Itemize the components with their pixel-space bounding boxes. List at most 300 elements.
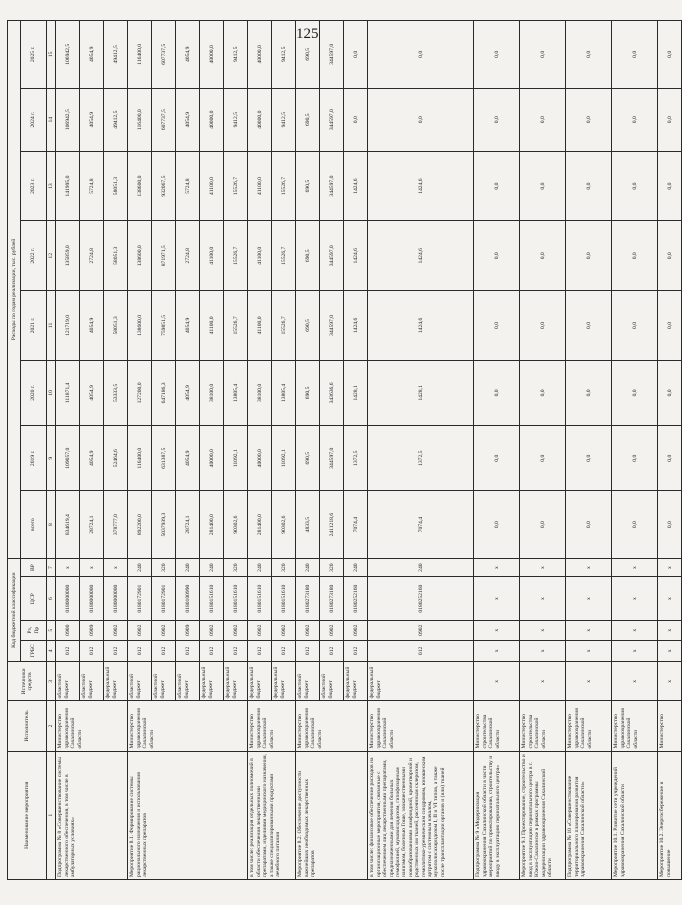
csr-code: x: [566, 577, 612, 621]
year-value: 52464,6: [104, 426, 128, 491]
year-value: 1424,6: [368, 221, 474, 291]
grbs-code: 012: [80, 640, 104, 662]
year-value: 15526,7: [272, 221, 296, 291]
executor: Министерство здравоохранения Сахалинской области: [612, 701, 658, 751]
activity-name: Мероприятие 9.1 Проектирование, строительство и ввод в эксплуатацию перинатального центра в г. Южно-Сахалинске в рамках программы модернизации здравоохранения Сахалинской области: [520, 751, 566, 879]
year-value: 135859,0: [56, 221, 80, 291]
year-value: 0,0: [520, 426, 566, 491]
grbs-code: 012: [128, 640, 152, 662]
funding-source: x: [566, 662, 612, 701]
total-value: 28724,1: [176, 491, 200, 558]
table-row: [296, 21, 320, 880]
year-value: 15526,7: [224, 221, 248, 291]
year-value: 127200,0: [128, 360, 152, 425]
year-value: 0,0: [612, 426, 658, 491]
total-value: 0,0: [566, 491, 612, 558]
table-body: [56, 21, 682, 880]
budget-table: [7, 20, 682, 880]
header-code-group: Код бюджетной классификации: [8, 558, 21, 661]
table-row: [474, 21, 520, 880]
column-number: 12: [47, 221, 56, 291]
activity-name: Подпрограмма № 8 «Совершенствование системы лекарственного обеспечения, в том числе в амбулаторных условиях»: [56, 751, 128, 879]
grbs-code: x: [520, 640, 566, 662]
funding-source: федеральный бюджет: [248, 662, 272, 701]
year-value: 4054,9: [80, 88, 104, 151]
csr-code: x: [612, 577, 658, 621]
year-value: 111871,4: [56, 360, 80, 425]
year-value: 40000,0: [200, 426, 224, 491]
csr-code: 0180000000: [56, 577, 80, 621]
rzpr-code: x: [566, 620, 612, 640]
year-value: 9412,5: [224, 21, 248, 89]
year-value: 41100,0: [248, 221, 272, 291]
total-value: 0,0: [520, 491, 566, 558]
year-value: 40000,0: [248, 426, 272, 491]
vr-code: 320: [152, 558, 176, 577]
rzpr-code: 0902: [272, 620, 296, 640]
rzpr-code: 0902: [248, 620, 272, 640]
grbs-code: 012: [104, 640, 128, 662]
funding-source: областной бюджет: [152, 662, 176, 701]
funding-source: федеральный бюджет: [200, 662, 224, 701]
vr-code: x: [104, 558, 128, 577]
year-value: 4054,9: [176, 426, 200, 491]
year-value: 607737,5: [152, 21, 176, 89]
year-value: 58051,3: [104, 291, 128, 361]
executor: Министерство: [658, 701, 682, 751]
year-value: 0,0: [612, 88, 658, 151]
year-value: 0,0: [658, 221, 682, 291]
column-number: 2: [47, 701, 56, 751]
total-value: 378777,0: [104, 491, 128, 558]
year-value: 15526,7: [224, 291, 248, 361]
rzpr-code: 0902: [368, 620, 474, 640]
year-value: 0,0: [566, 21, 612, 89]
funding-source: x: [658, 662, 682, 701]
year-value: 138600,0: [128, 291, 152, 361]
activity-name: в том числе: реализация отдельных полномочий в области обеспечения лекарственными препаратами, изделиями медицинского назначения, а также специализированными продуктами лечебного питания: [248, 751, 296, 879]
year-value: 116400,0: [128, 88, 152, 151]
rzpr-code: 0902: [200, 620, 224, 640]
activity-name: Подпрограмма № 10 «Совершенствование территориального планирования развития здравоохранения Сахалинской области»: [566, 751, 612, 879]
grbs-code: 012: [176, 640, 200, 662]
header-year: 2023 г.: [21, 151, 47, 221]
total-value: 90302,6: [272, 491, 296, 558]
csr-code: 0180151610: [248, 577, 272, 621]
column-number: 6: [47, 577, 56, 621]
executor: Министерство строительства Сахалинской области: [520, 701, 566, 751]
year-value: 871971,5: [152, 221, 176, 291]
year-value: 0,0: [474, 88, 520, 151]
csr-code: 0180151610: [224, 577, 248, 621]
year-value: 0,0: [612, 221, 658, 291]
column-number: 14: [47, 88, 56, 151]
funding-source: областной бюджет: [56, 662, 80, 701]
year-value: 2724,8: [80, 221, 104, 291]
grbs-code: x: [566, 640, 612, 662]
vr-code: 240: [176, 558, 200, 577]
csr-code: 0180252160: [368, 577, 474, 621]
funding-source: областной бюджет: [296, 662, 320, 701]
csr-code: 0180252160: [344, 577, 368, 621]
executor: Министерство здравоохранения Сахалинской области: [566, 701, 612, 751]
table-row: [566, 21, 612, 880]
vr-code: 240: [296, 558, 320, 577]
activity-name: в том числе: финансовое обеспечение расходов на организационные мероприятия, связанные с обеспечением лиц лекарственными препаратами, предназначенными для лечения больных гемофилией, муковисцидозом, гипофизарным нанизмом, болезнью Гоше, злокачественными новообразованиями лимфоидной, кроветворной и родственных им тканей, рассеянным склерозом, гемолитико-уремическим синдромом, юношеским артритом с системным началом, мукополисахаридозом I, II и VI типов, а также после трансплантации органов и (или) тканей: [368, 751, 474, 879]
year-value: 0,0: [658, 291, 682, 361]
funding-source: федеральный бюджет: [272, 662, 296, 701]
funding-source: федеральный бюджет: [224, 662, 248, 701]
table-row: [128, 21, 152, 880]
year-value: 121719,0: [56, 291, 80, 361]
year-value: 15526,7: [272, 291, 296, 361]
funding-source: x: [474, 662, 520, 701]
rzpr-code: 0900: [56, 620, 80, 640]
column-number: 13: [47, 151, 56, 221]
year-value: 607737,5: [152, 88, 176, 151]
year-value: 0,0: [368, 21, 474, 89]
vr-code: 320: [320, 558, 344, 577]
rzpr-code: x: [474, 620, 520, 640]
year-value: 0,0: [520, 360, 566, 425]
grbs-code: 012: [344, 640, 368, 662]
table-row: [658, 21, 682, 880]
column-number: 9: [47, 426, 56, 491]
csr-code: 0180000000: [104, 577, 128, 621]
total-value: 281400,0: [248, 491, 272, 558]
year-value: 15526,7: [272, 151, 296, 221]
year-value: 344597,0: [320, 151, 344, 221]
year-value: 0,0: [368, 88, 474, 151]
year-value: 0,0: [658, 426, 682, 491]
funding-source: федеральный бюджет: [104, 662, 128, 701]
year-value: 690,5: [296, 21, 320, 89]
rzpr-code: x: [658, 620, 682, 640]
year-value: 106942,5: [56, 88, 80, 151]
funding-source: федеральный бюджет: [368, 662, 474, 701]
year-value: 4054,9: [176, 21, 200, 89]
year-value: 690,5: [296, 426, 320, 491]
vr-code: x: [612, 558, 658, 577]
activity-name: Мероприятие 8.1. Формирование системы рационального назначения и использования лекарственных препаратов: [128, 751, 248, 879]
year-value: 0,0: [566, 291, 612, 361]
year-value: 1424,6: [368, 291, 474, 361]
year-value: 631387,5: [152, 426, 176, 491]
csr-code: x: [658, 577, 682, 621]
year-value: 0,0: [474, 151, 520, 221]
table-row: [368, 21, 474, 880]
year-value: 690,5: [296, 88, 320, 151]
year-value: 343636,6: [320, 360, 344, 425]
year-value: 0,0: [474, 221, 520, 291]
rzpr-code: x: [612, 620, 658, 640]
year-value: 0,0: [612, 291, 658, 361]
csr-code: 0180273180: [296, 577, 320, 621]
activity-name: Мероприятие 10.1. Развитие сети учреждений здравоохранения Сахалинской области: [612, 751, 658, 879]
column-number: 10: [47, 360, 56, 425]
header-year: 2020 г.: [21, 360, 47, 425]
header-year: 2019 г.: [21, 426, 47, 491]
column-number: 4: [47, 640, 56, 662]
funding-source: федеральный бюджет: [344, 662, 368, 701]
header-year: 2022 г.: [21, 221, 47, 291]
vr-code: x: [658, 558, 682, 577]
header-csr: ЦСР: [21, 577, 47, 621]
csr-code: 0180172901: [152, 577, 176, 621]
year-value: 344597,0: [320, 221, 344, 291]
year-value: 2724,8: [176, 221, 200, 291]
year-value: 0,0: [474, 291, 520, 361]
activity-name: Подпрограмма № 9 «Модернизация здравоохранения Сахалинской области в части мероприятий по проектированию, строительству и вводу в эксплуатацию перинатального центра»: [474, 751, 520, 879]
year-value: 58051,3: [104, 151, 128, 221]
table-row: [248, 21, 272, 880]
year-value: 13805,4: [272, 360, 296, 425]
year-value: 1372,5: [344, 426, 368, 491]
rzpr-code: 0902: [224, 620, 248, 640]
grbs-code: x: [612, 640, 658, 662]
year-value: 1424,6: [344, 221, 368, 291]
year-value: 138600,0: [128, 151, 152, 221]
rotated-table-area: [7, 20, 673, 880]
total-value: 0,0: [612, 491, 658, 558]
grbs-code: 012: [200, 640, 224, 662]
year-value: 690,5: [296, 291, 320, 361]
year-value: 9412,5: [272, 88, 296, 151]
year-value: 49412,5: [104, 21, 128, 89]
rzpr-code: 0902: [128, 620, 152, 640]
csr-code: 0180000000: [80, 577, 104, 621]
year-value: 344597,0: [320, 88, 344, 151]
year-value: 0,0: [612, 151, 658, 221]
grbs-code: 012: [368, 640, 474, 662]
csr-code: x: [474, 577, 520, 621]
grbs-code: x: [658, 640, 682, 662]
rzpr-code: 0902: [296, 620, 320, 640]
header-name: Наименование мероприятия: [8, 751, 47, 879]
table-row: [612, 21, 658, 880]
year-value: 41100,0: [248, 151, 272, 221]
total-value: 7074,4: [368, 491, 474, 558]
year-value: 344597,0: [320, 426, 344, 491]
year-value: 106942,5: [56, 21, 80, 89]
total-value: 5037939,3: [152, 491, 176, 558]
year-value: 4054,9: [176, 360, 200, 425]
year-value: 1428,1: [344, 360, 368, 425]
vr-code: 240: [368, 558, 474, 577]
year-value: 0,0: [658, 360, 682, 425]
year-value: 0,0: [566, 360, 612, 425]
header-exec: Исполнитель: [8, 701, 47, 751]
year-value: 0,0: [474, 426, 520, 491]
vr-code: x: [80, 558, 104, 577]
grbs-code: 012: [272, 640, 296, 662]
year-value: 0,0: [344, 88, 368, 151]
year-value: 344597,0: [320, 21, 344, 89]
activity-name: Мероприятие 10.2. Энергосбережение и повышение: [658, 751, 682, 879]
vr-code: 320: [272, 558, 296, 577]
grbs-code: x: [474, 640, 520, 662]
year-value: 647186,3: [152, 360, 176, 425]
vr-code: x: [56, 558, 80, 577]
executor: Министерство здравоохранения Сахалинской области: [248, 701, 296, 751]
total-value: 0,0: [658, 491, 682, 558]
header-spend-group: Расходы по годам реализации, тыс. рублей: [8, 21, 21, 559]
column-number: 8: [47, 491, 56, 558]
vr-code: 240: [344, 558, 368, 577]
rzpr-code: 0902: [104, 620, 128, 640]
year-value: 11092,1: [272, 426, 296, 491]
total-value: 0,0: [474, 491, 520, 558]
year-value: 58051,3: [104, 221, 128, 291]
year-value: 0,0: [658, 151, 682, 221]
year-value: 15526,7: [224, 151, 248, 221]
csr-code: 0180100990: [176, 577, 200, 621]
year-value: 0,0: [612, 360, 658, 425]
year-value: 9412,5: [224, 88, 248, 151]
year-value: 0,0: [474, 21, 520, 89]
total-value: 28724,1: [80, 491, 104, 558]
header-source: Источники средств: [8, 662, 47, 701]
column-number: 7: [47, 558, 56, 577]
year-value: 4054,9: [80, 360, 104, 425]
executor: Министерство здравоохранения Сахалинской области: [56, 701, 128, 751]
header-total: всего: [21, 491, 47, 558]
page-number: 125: [296, 26, 319, 42]
year-value: 38100,0: [200, 360, 224, 425]
csr-code: 0180151610: [200, 577, 224, 621]
year-value: 0,0: [520, 88, 566, 151]
year-value: 49412,5: [104, 88, 128, 151]
column-number: 15: [47, 21, 56, 89]
grbs-code: 012: [56, 640, 80, 662]
rzpr-code: 0909: [176, 620, 200, 640]
year-value: 0,0: [658, 21, 682, 89]
rzpr-code: 0909: [80, 620, 104, 640]
year-value: 9412,5: [272, 21, 296, 89]
csr-code: 0180151610: [272, 577, 296, 621]
year-value: 40000,0: [248, 88, 272, 151]
year-value: 38100,0: [248, 360, 272, 425]
vr-code: 240: [248, 558, 272, 577]
year-value: 932067,5: [152, 151, 176, 221]
vr-code: x: [474, 558, 520, 577]
header-vr: ВР: [21, 558, 47, 577]
rzpr-code: 0902: [344, 620, 368, 640]
funding-source: областной бюджет: [320, 662, 344, 701]
funding-source: x: [520, 662, 566, 701]
year-value: 4054,9: [80, 291, 104, 361]
year-value: 4054,9: [176, 291, 200, 361]
year-value: 41100,0: [248, 291, 272, 361]
year-value: 0,0: [658, 88, 682, 151]
funding-source: x: [612, 662, 658, 701]
year-value: 1424,6: [344, 291, 368, 361]
funding-source: областной бюджет: [176, 662, 200, 701]
year-value: 0,0: [520, 221, 566, 291]
year-value: 116400,0: [128, 21, 152, 89]
year-value: 40000,0: [200, 21, 224, 89]
year-value: 1372,5: [368, 426, 474, 491]
year-value: 141995,0: [56, 151, 80, 221]
rzpr-code: 0902: [320, 620, 344, 640]
year-value: 11092,1: [224, 426, 248, 491]
year-value: 0,0: [612, 21, 658, 89]
year-value: 40000,0: [200, 88, 224, 151]
column-number: 5: [47, 620, 56, 640]
year-value: 690,5: [296, 151, 320, 221]
year-value: 690,5: [296, 360, 320, 425]
year-value: 1424,6: [368, 151, 474, 221]
year-value: 41100,0: [200, 151, 224, 221]
grbs-code: 012: [152, 640, 176, 662]
year-value: 0,0: [344, 21, 368, 89]
column-number: 11: [47, 291, 56, 361]
year-value: 116400,0: [128, 426, 152, 491]
table-row: [520, 21, 566, 880]
year-value: 1424,6: [344, 151, 368, 221]
vr-code: 240: [128, 558, 152, 577]
year-value: 4054,9: [176, 88, 200, 151]
year-value: 759851,5: [152, 291, 176, 361]
vr-code: x: [520, 558, 566, 577]
grbs-code: 012: [224, 640, 248, 662]
year-value: 13805,4: [224, 360, 248, 425]
activity-name: Мероприятие 8.2. Обеспечение доступности важнейших необходимых лекарственных препаратов: [296, 751, 368, 879]
year-value: 0,0: [566, 88, 612, 151]
executor: Министерство здравоохранения Сахалинской области: [296, 701, 368, 751]
year-value: 690,5: [296, 221, 320, 291]
year-value: 0,0: [566, 151, 612, 221]
funding-source: областной бюджет: [80, 662, 104, 701]
vr-code: 240: [200, 558, 224, 577]
total-value: 4833,5: [296, 491, 320, 558]
csr-code: x: [520, 577, 566, 621]
total-value: 281400,0: [200, 491, 224, 558]
executor: Министерство здравоохранения Сахалинской области: [368, 701, 474, 751]
total-value: 892200,0: [128, 491, 152, 558]
grbs-code: 012: [248, 640, 272, 662]
total-value: 2411218,6: [320, 491, 344, 558]
year-value: 0,0: [520, 291, 566, 361]
csr-code: 0180273180: [320, 577, 344, 621]
executor: Министерство здравоохранения Сахалинской области: [128, 701, 248, 751]
rzpr-code: x: [520, 620, 566, 640]
year-value: 0,0: [520, 151, 566, 221]
grbs-code: 012: [296, 640, 320, 662]
header-year: 2025 г.: [21, 21, 47, 89]
year-value: 0,0: [566, 221, 612, 291]
header-year: 2024 г.: [21, 88, 47, 151]
header-year: 2021 г.: [21, 291, 47, 361]
funding-source: областной бюджет: [128, 662, 152, 701]
total-value: 90302,6: [224, 491, 248, 558]
year-value: 41100,0: [200, 221, 224, 291]
grbs-code: 012: [320, 640, 344, 662]
csr-code: 0180172901: [128, 577, 152, 621]
vr-code: 320: [224, 558, 248, 577]
rzpr-code: 0902: [152, 620, 176, 640]
year-value: 5724,8: [176, 151, 200, 221]
column-number: 1: [47, 751, 56, 879]
header-grbs: ГРБС: [21, 640, 47, 662]
year-value: 0,0: [520, 21, 566, 89]
year-value: 41100,0: [200, 291, 224, 361]
year-value: 1428,1: [368, 360, 474, 425]
table-row: [56, 21, 80, 880]
year-value: 138600,0: [128, 221, 152, 291]
total-value: 834619,4: [56, 491, 80, 558]
vr-code: x: [566, 558, 612, 577]
